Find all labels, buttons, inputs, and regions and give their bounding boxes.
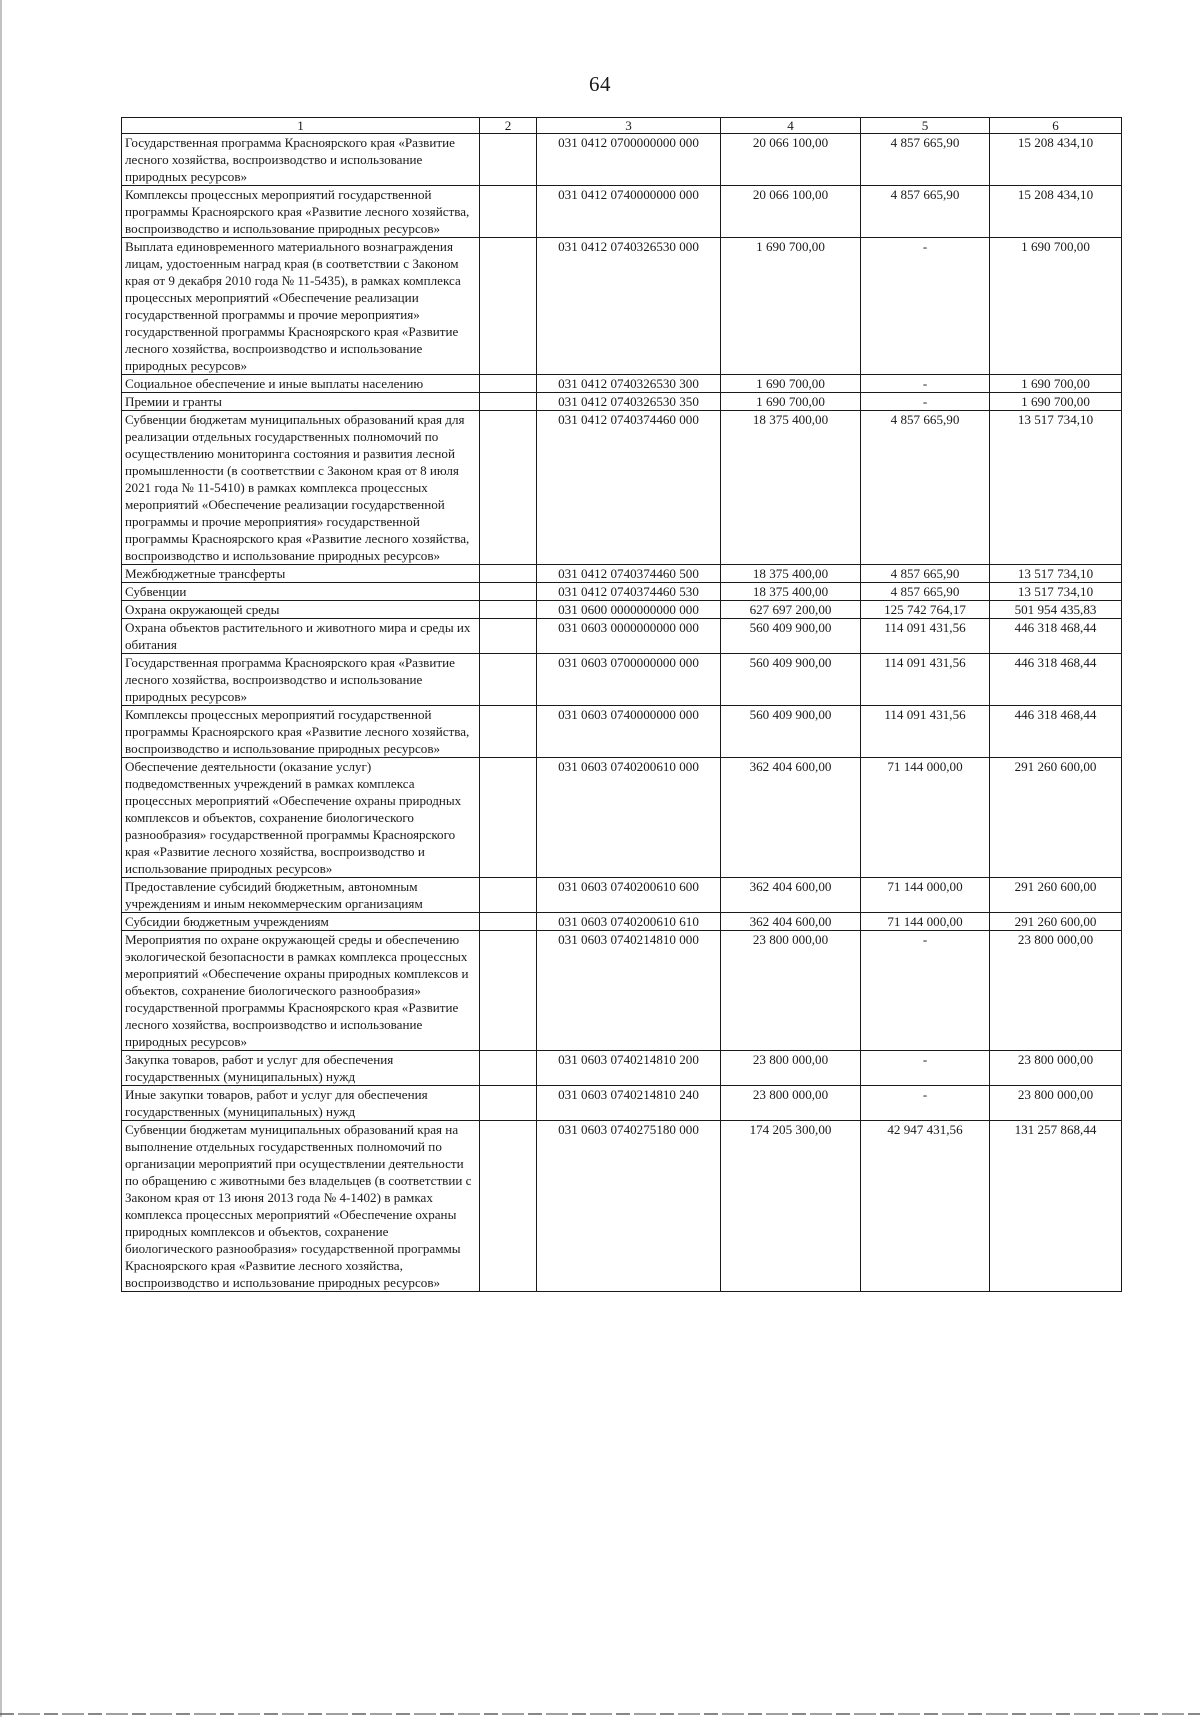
row-name: Закупка товаров, работ и услуг для обеспечения государственных (муниципальных) нужд: [122, 1051, 480, 1086]
row-value-5: 114 091 431,56: [861, 706, 990, 758]
row-value-4: 23 800 000,00: [721, 1086, 861, 1121]
row-value-6: 23 800 000,00: [990, 1051, 1122, 1086]
row-value-5: -: [861, 931, 990, 1051]
column-header: 5: [861, 118, 990, 134]
row-code: 031 0603 0740200610 610: [537, 913, 721, 931]
row-name: Предоставление субсидий бюджетным, автономным учреждениям и иным некоммерческим организациям: [122, 878, 480, 913]
row-name: Государственная программа Красноярского края «Развитие лесного хозяйства, воспроизводство и использование природных ресурсов»: [122, 134, 480, 186]
row-col2: [480, 654, 537, 706]
row-name: Субвенции бюджетам муниципальных образований края на выполнение отдельных государственных полномочий по организации мероприятий при осуществлении деятельности по обращению с животными без владельцев (в соответствии с Законом края от 13 июня 2013 года № 4-1402) в рамках комплекса процессных мероприятий «Обеспечение охраны природных комплексов и объектов, сохранение биологического разнообразия» государственной программы Красноярского края «Развитие лесного хозяйства, воспроизводство и использование природных ресурсов»: [122, 1121, 480, 1292]
row-col2: [480, 1121, 537, 1292]
row-value-4: 560 409 900,00: [721, 619, 861, 654]
column-header: 4: [721, 118, 861, 134]
scan-edge-bottom: [0, 1713, 1200, 1715]
row-value-5: 4 857 665,90: [861, 565, 990, 583]
table-row: [122, 1051, 1122, 1086]
row-code: 031 0600 0000000000 000: [537, 601, 721, 619]
row-value-5: -: [861, 1086, 990, 1121]
table-header-row: [122, 118, 1122, 134]
table-row: [122, 654, 1122, 706]
table-row: [122, 619, 1122, 654]
row-value-6: 13 517 734,10: [990, 565, 1122, 583]
table-row: [122, 706, 1122, 758]
row-code: 031 0603 0000000000 000: [537, 619, 721, 654]
row-name: Охрана объектов растительного и животного мира и среды их обитания: [122, 619, 480, 654]
row-col2: [480, 878, 537, 913]
row-value-6: 23 800 000,00: [990, 931, 1122, 1051]
row-col2: [480, 393, 537, 411]
row-value-5: -: [861, 375, 990, 393]
row-name: Комплексы процессных мероприятий государственной программы Красноярского края «Развитие лесного хозяйства, воспроизводство и использование природных ресурсов»: [122, 706, 480, 758]
row-col2: [480, 238, 537, 375]
column-header: 3: [537, 118, 721, 134]
row-name: Государственная программа Красноярского края «Развитие лесного хозяйства, воспроизводство и использование природных ресурсов»: [122, 654, 480, 706]
row-value-5: 4 857 665,90: [861, 411, 990, 565]
row-value-6: 501 954 435,83: [990, 601, 1122, 619]
row-col2: [480, 411, 537, 565]
row-code: 031 0603 0740214810 000: [537, 931, 721, 1051]
row-value-4: 18 375 400,00: [721, 583, 861, 601]
row-code: 031 0603 0700000000 000: [537, 654, 721, 706]
row-code: 031 0603 0740275180 000: [537, 1121, 721, 1292]
row-value-6: 13 517 734,10: [990, 583, 1122, 601]
row-value-5: -: [861, 238, 990, 375]
row-value-6: 446 318 468,44: [990, 706, 1122, 758]
row-value-6: 15 208 434,10: [990, 186, 1122, 238]
row-code: 031 0412 0740326530 300: [537, 375, 721, 393]
row-value-4: 362 404 600,00: [721, 758, 861, 878]
row-value-6: 13 517 734,10: [990, 411, 1122, 565]
table-row: [122, 913, 1122, 931]
row-value-5: 71 144 000,00: [861, 913, 990, 931]
row-value-5: -: [861, 393, 990, 411]
row-value-6: 446 318 468,44: [990, 619, 1122, 654]
row-code: 031 0412 0740374460 530: [537, 583, 721, 601]
row-code: 031 0412 0700000000 000: [537, 134, 721, 186]
table-row: [122, 1121, 1122, 1292]
row-col2: [480, 186, 537, 238]
row-value-5: 4 857 665,90: [861, 134, 990, 186]
row-code: 031 0603 0740200610 600: [537, 878, 721, 913]
row-col2: [480, 1086, 537, 1121]
row-code: 031 0603 0740000000 000: [537, 706, 721, 758]
row-code: 031 0412 0740374460 500: [537, 565, 721, 583]
row-value-5: 42 947 431,56: [861, 1121, 990, 1292]
row-value-4: 20 066 100,00: [721, 134, 861, 186]
table-row: [122, 601, 1122, 619]
row-value-4: 560 409 900,00: [721, 706, 861, 758]
row-col2: [480, 706, 537, 758]
row-value-4: 18 375 400,00: [721, 411, 861, 565]
row-name: Межбюджетные трансферты: [122, 565, 480, 583]
budget-table: [121, 117, 1122, 1292]
row-value-4: 1 690 700,00: [721, 393, 861, 411]
row-col2: [480, 931, 537, 1051]
row-name: Социальное обеспечение и иные выплаты населению: [122, 375, 480, 393]
row-col2: [480, 134, 537, 186]
row-name: Комплексы процессных мероприятий государственной программы Красноярского края «Развитие лесного хозяйства, воспроизводство и использование природных ресурсов»: [122, 186, 480, 238]
table-row: [122, 565, 1122, 583]
table-row: [122, 931, 1122, 1051]
row-value-5: 114 091 431,56: [861, 619, 990, 654]
row-value-6: 1 690 700,00: [990, 375, 1122, 393]
row-col2: [480, 913, 537, 931]
row-col2: [480, 601, 537, 619]
table-row: [122, 1086, 1122, 1121]
row-code: 031 0412 0740000000 000: [537, 186, 721, 238]
row-value-4: 362 404 600,00: [721, 878, 861, 913]
row-value-4: 627 697 200,00: [721, 601, 861, 619]
row-value-4: 1 690 700,00: [721, 375, 861, 393]
row-name: Обеспечение деятельности (оказание услуг) подведомственных учреждений в рамках комплекса процессных мероприятий «Обеспечение охраны природных комплексов и объектов, сохранение биологического разнообразия» государственной программы Красноярского края «Развитие лесного хозяйства, воспроизводство и использование природных ресурсов»: [122, 758, 480, 878]
row-name: Иные закупки товаров, работ и услуг для обеспечения государственных (муниципальных) нужд: [122, 1086, 480, 1121]
row-col2: [480, 565, 537, 583]
column-header: 6: [990, 118, 1122, 134]
row-name: Мероприятия по охране окружающей среды и обеспечению экологической безопасности в рамках комплекса процессных мероприятий «Обеспечение охраны природных комплексов и объектов, сохранение биологического разнообразия» государственной программы Красноярского края «Развитие лесного хозяйства, воспроизводство и использование природных ресурсов»: [122, 931, 480, 1051]
column-header: 1: [122, 118, 480, 134]
row-name: Выплата единовременного материального вознаграждения лицам, удостоенным наград края (в соответствии с Законом края от 9 декабря 2010 года № 11-5435), в рамках комплекса процессных мероприятий «Обеспечение реализации государственной программы и прочие мероприятия» государственной программы Красноярского края «Развитие лесного хозяйства, воспроизводство и использование природных ресурсов»: [122, 238, 480, 375]
row-code: 031 0412 0740374460 000: [537, 411, 721, 565]
row-value-6: 1 690 700,00: [990, 238, 1122, 375]
table-row: [122, 238, 1122, 375]
row-code: 031 0603 0740200610 000: [537, 758, 721, 878]
row-code: 031 0603 0740214810 200: [537, 1051, 721, 1086]
row-value-5: 71 144 000,00: [861, 758, 990, 878]
row-value-4: 174 205 300,00: [721, 1121, 861, 1292]
row-name: Субвенции: [122, 583, 480, 601]
row-value-6: 291 260 600,00: [990, 913, 1122, 931]
row-value-5: 4 857 665,90: [861, 583, 990, 601]
row-value-4: 23 800 000,00: [721, 1051, 861, 1086]
row-col2: [480, 1051, 537, 1086]
table-row: [122, 375, 1122, 393]
page-number: 64: [589, 72, 611, 96]
row-col2: [480, 583, 537, 601]
table-row: [122, 758, 1122, 878]
row-value-6: 446 318 468,44: [990, 654, 1122, 706]
scan-edge-left: [0, 0, 2, 1717]
row-name: Премии и гранты: [122, 393, 480, 411]
row-code: 031 0603 0740214810 240: [537, 1086, 721, 1121]
table-row: [122, 411, 1122, 565]
row-value-6: 131 257 868,44: [990, 1121, 1122, 1292]
row-value-4: 20 066 100,00: [721, 186, 861, 238]
table-row: [122, 186, 1122, 238]
table-row: [122, 134, 1122, 186]
row-code: 031 0412 0740326530 000: [537, 238, 721, 375]
row-value-6: 15 208 434,10: [990, 134, 1122, 186]
row-col2: [480, 619, 537, 654]
table-row: [122, 583, 1122, 601]
table-row: [122, 393, 1122, 411]
row-value-6: 23 800 000,00: [990, 1086, 1122, 1121]
row-col2: [480, 375, 537, 393]
row-value-5: 71 144 000,00: [861, 878, 990, 913]
row-value-4: 23 800 000,00: [721, 931, 861, 1051]
row-value-6: 1 690 700,00: [990, 393, 1122, 411]
row-value-5: -: [861, 1051, 990, 1086]
column-header: 2: [480, 118, 537, 134]
row-value-5: 125 742 764,17: [861, 601, 990, 619]
row-value-4: 1 690 700,00: [721, 238, 861, 375]
row-value-5: 4 857 665,90: [861, 186, 990, 238]
row-value-4: 560 409 900,00: [721, 654, 861, 706]
row-col2: [480, 758, 537, 878]
row-name: Субвенции бюджетам муниципальных образований края для реализации отдельных государственных полномочий по осуществлению мониторинга состояния и развития лесной промышленности (в соответствии с Законом края от 8 июля 2021 года № 11-5410) в рамках комплекса процессных мероприятий «Обеспечение реализации государственной программы и прочие мероприятия» государственной программы Красноярского края «Развитие лесного хозяйства, воспроизводство и использование природных ресурсов»: [122, 411, 480, 565]
row-value-6: 291 260 600,00: [990, 878, 1122, 913]
row-name: Субсидии бюджетным учреждениям: [122, 913, 480, 931]
table-row: [122, 878, 1122, 913]
row-value-6: 291 260 600,00: [990, 758, 1122, 878]
row-code: 031 0412 0740326530 350: [537, 393, 721, 411]
row-name: Охрана окружающей среды: [122, 601, 480, 619]
row-value-4: 362 404 600,00: [721, 913, 861, 931]
row-value-5: 114 091 431,56: [861, 654, 990, 706]
row-value-4: 18 375 400,00: [721, 565, 861, 583]
